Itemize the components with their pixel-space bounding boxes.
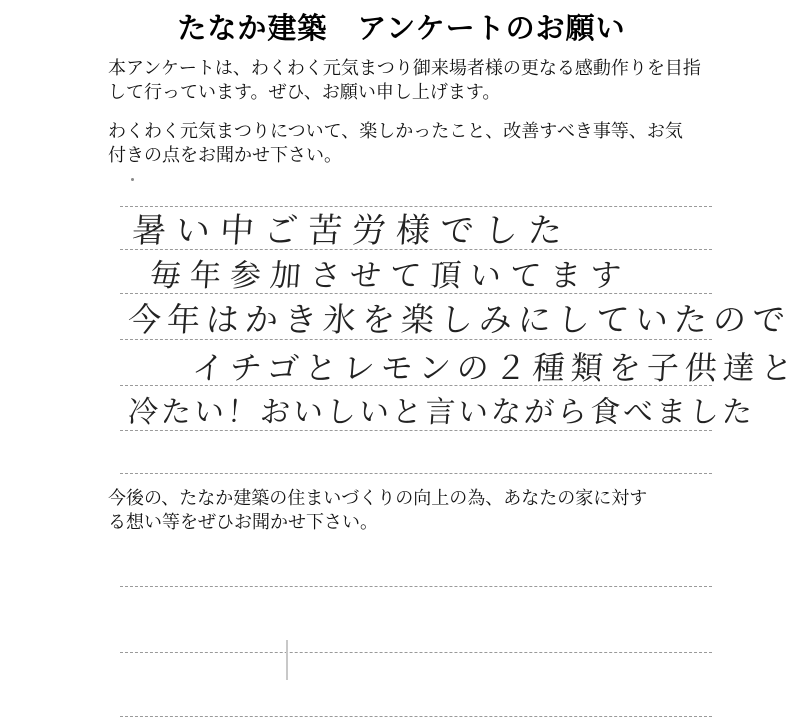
speck-mark [131, 178, 134, 181]
answer-2-rule-2 [120, 652, 712, 653]
question-1-line-1: わくわく元気まつりについて、楽しかったこと、改善すべき事等、お気 [108, 121, 683, 142]
handwritten-answer-line-2: 毎年参加させて頂いてます [148, 258, 632, 294]
question-2 [108, 487, 748, 535]
question-2-line-1: 今後の、たなか建築の住まいづくりの向上の為、あなたの家に対す [108, 488, 648, 509]
question-1-line-2: 付きの点をお聞かせ下さい。 [108, 145, 342, 166]
scan-artifact [286, 640, 288, 680]
answer-1-rule-1 [120, 206, 712, 207]
question-2-line-2: る想い等をぜひお聞かせ下さい。 [108, 512, 378, 533]
handwritten-answer-line-3: 今年はかき氷を楽しみにしていたので [126, 300, 793, 339]
intro-line-1: 本アンケートは、わくわく元気まつり御来場者様の更なる感動作りを目指 [108, 58, 701, 79]
handwritten-answer-line-1: 暑い中ご苦労様でした [130, 211, 574, 251]
handwritten-answer-line-5: 冷たい！おいしいと言いながら食べました [126, 395, 757, 430]
answer-2-rule-1 [120, 586, 712, 587]
page-title: たなか建築 アンケートのお願い [177, 11, 626, 45]
intro-text [108, 57, 748, 105]
handwritten-answer-line-4: イチゴとレモンの２種類を子供達と [190, 349, 801, 387]
answer-2-rule-3 [120, 716, 712, 717]
question-1 [108, 120, 748, 168]
intro-line-2: して行っています。ぜひ、お願い申し上げます。 [108, 82, 501, 103]
answer-1-rule-7 [120, 473, 712, 474]
